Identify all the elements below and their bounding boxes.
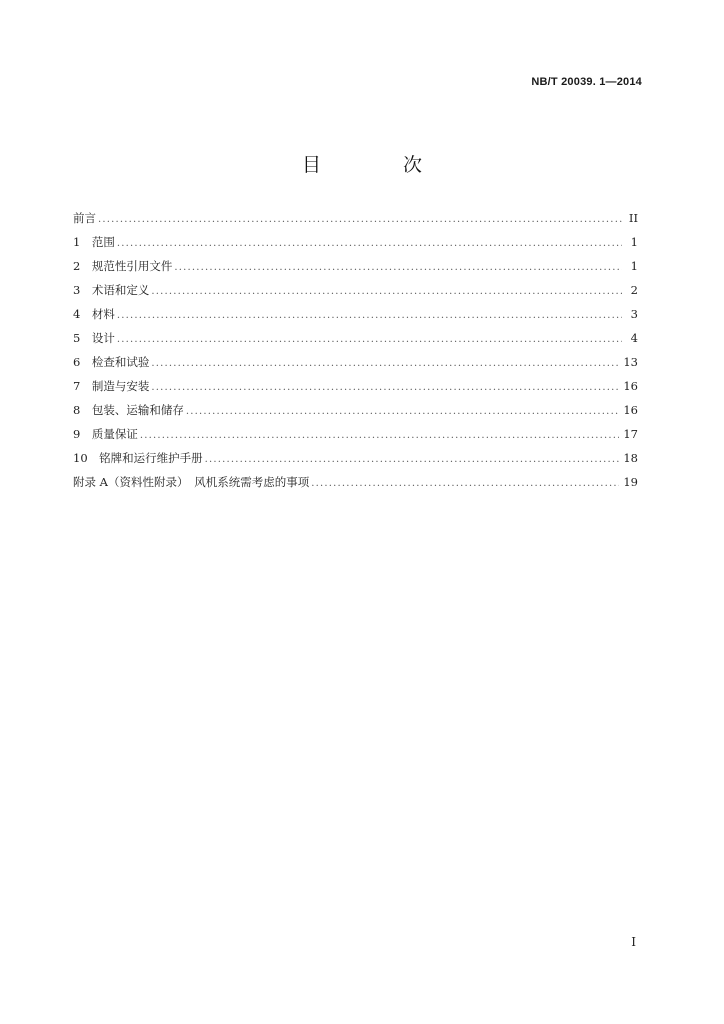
dot-leader: [140, 424, 620, 448]
toc-entry-label: 7 制造与安装: [73, 374, 151, 398]
toc-entry-inspection-testing[interactable]: [73, 350, 638, 374]
toc-entry-page: 13: [623, 355, 638, 369]
toc-entry-manufacture-installation[interactable]: [73, 374, 638, 398]
toc-entry-page: 19: [623, 475, 638, 489]
toc-entry-label: 8 包装、运输和储存: [73, 398, 186, 422]
toc-entry-label: 前言: [73, 206, 98, 230]
toc-entry-label: 3 术语和定义: [73, 278, 151, 302]
toc-entry-label: 5 设计: [73, 326, 117, 350]
toc-entry-label: 10 铭牌和运行维护手册: [73, 446, 205, 470]
toc-entry-page: II: [628, 211, 638, 225]
page-title: 目 次: [301, 154, 461, 176]
dot-leader: [117, 304, 622, 328]
toc-entry-page: 1: [630, 259, 638, 273]
toc-entry-label: 2 规范性引用文件: [73, 254, 174, 278]
dot-leader: [174, 256, 622, 280]
table-of-contents: [73, 206, 638, 494]
toc-entry-page: 4: [630, 331, 638, 345]
toc-entry-page: 17: [623, 427, 638, 441]
toc-entry-terms-definitions[interactable]: [73, 278, 638, 302]
dot-leader: [186, 400, 620, 424]
dot-leader: [98, 208, 622, 232]
toc-entry-nameplate-manual[interactable]: [73, 446, 638, 470]
toc-entry-packaging-transport-storage[interactable]: [73, 398, 638, 422]
toc-entry-page: 16: [623, 403, 638, 417]
standard-code: NB/T 20039. 1—2014: [531, 76, 642, 88]
toc-entry-label: 1 范围: [73, 230, 117, 254]
toc-entry-design[interactable]: [73, 326, 638, 350]
toc-entry-page: 3: [630, 307, 638, 321]
toc-entry-quality-assurance[interactable]: [73, 422, 638, 446]
toc-entry-page: 16: [623, 379, 638, 393]
toc-entry-label: 6 检查和试验: [73, 350, 151, 374]
toc-entry-normative-references[interactable]: [73, 254, 638, 278]
toc-entry-foreword[interactable]: [73, 206, 638, 230]
dot-leader: [151, 376, 619, 400]
toc-entry-scope[interactable]: [73, 230, 638, 254]
toc-entry-label: 4 材料: [73, 302, 117, 326]
toc-entry-materials[interactable]: [73, 302, 638, 326]
toc-entry-page: 1: [630, 235, 638, 249]
dot-leader: [151, 280, 622, 304]
toc-entry-page: 2: [630, 283, 638, 297]
page-number: I: [631, 935, 636, 949]
toc-entry-appendix-a[interactable]: [73, 470, 638, 494]
toc-entry-page: 18: [623, 451, 638, 465]
toc-entry-label: 附录 A（资料性附录） 风机系统需考虑的事项: [73, 470, 311, 494]
toc-entry-label: 9 质量保证: [73, 422, 140, 446]
dot-leader: [205, 448, 620, 472]
dot-leader: [311, 472, 619, 496]
dot-leader: [117, 232, 622, 256]
dot-leader: [117, 328, 622, 352]
dot-leader: [151, 352, 619, 376]
